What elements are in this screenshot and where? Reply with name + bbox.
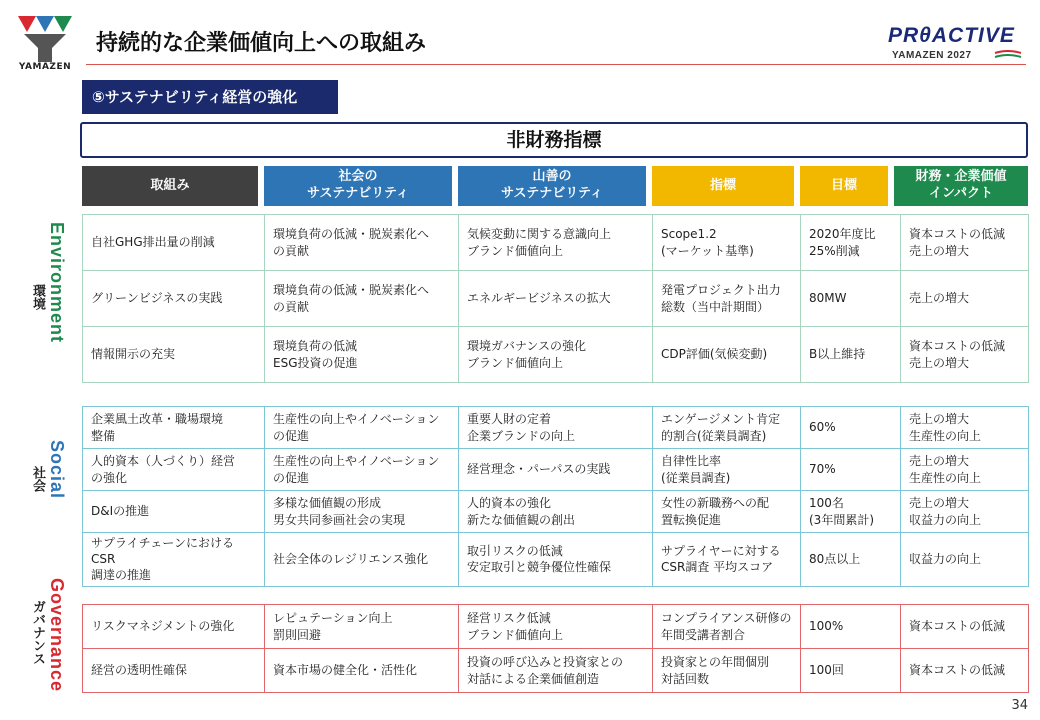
yamazen-sustainability-cell: 経営リスク低減 ブランド価値向上	[459, 605, 653, 649]
target-cell: B以上維持	[801, 327, 901, 383]
social-sustainability-cell: 多様な価値観の形成 男女共同参画社会の実現	[265, 491, 459, 533]
table-row	[83, 407, 1029, 449]
social-sustainability-cell: 環境負荷の低減 ESG投資の促進	[265, 327, 459, 383]
impact-cell: 資本コストの低減	[901, 605, 1029, 649]
table-row	[83, 533, 1029, 587]
initiative-cell: D&Iの推進	[83, 491, 265, 533]
initiative-cell: サプライチェーンにおけるCSR 調達の推進	[83, 533, 265, 587]
indicator-cell: コンプライアンス研修の 年間受講者割合	[653, 605, 801, 649]
target-cell: 100名 (3年間累計)	[801, 491, 901, 533]
initiative-cell: 人的資本（人づくり）経営 の強化	[83, 449, 265, 491]
yamazen-sustainability-cell: 投資の呼び込みと投資家との 対話による企業価値創造	[459, 649, 653, 693]
col-head-torikumi: 取組み	[82, 166, 258, 206]
social-sustainability-cell: 環境負荷の低減・脱炭素化へ の貢献	[265, 271, 459, 327]
social-jp-label: 社会	[30, 466, 45, 492]
title-divider	[86, 64, 1026, 65]
nonfinancial-header: 非財務指標	[80, 122, 1028, 158]
initiative-cell: 経営の透明性確保	[83, 649, 265, 693]
yamazen-sustainability-cell: 気候変動に関する意識向上 ブランド価値向上	[459, 215, 653, 271]
col-head-yamazen-sustainability: 山善の サステナビリティ	[458, 166, 646, 206]
page-title: 持続的な企業価値向上への取組み	[96, 31, 427, 56]
impact-cell: 資本コストの低減	[901, 649, 1029, 693]
page-number: 34	[1011, 698, 1028, 713]
yamazen-sustainability-cell: 取引リスクの低減 安定取引と競争優位性確保	[459, 533, 653, 587]
impact-cell: 資本コストの低減 売上の増大	[901, 327, 1029, 383]
initiative-cell: 情報開示の充実	[83, 327, 265, 383]
col-head-social-sustainability: 社会の サステナビリティ	[264, 166, 452, 206]
indicator-cell: 自律性比率 (従業員調査)	[653, 449, 801, 491]
indicator-cell: サプライヤーに対する CSR調査 平均スコア	[653, 533, 801, 587]
social-sustainability-cell: 生産性の向上やイノベーション の促進	[265, 407, 459, 449]
table-row	[83, 271, 1029, 327]
brand-main-text: PRθACTIVE	[888, 24, 1015, 47]
yamazen-sustainability-cell: 環境ガバナンスの強化 ブランド価値向上	[459, 327, 653, 383]
target-cell: 70%	[801, 449, 901, 491]
environment-table	[82, 214, 1029, 383]
yamazen-sustainability-cell: 重要人財の定着 企業ブランドの向上	[459, 407, 653, 449]
social-sustainability-cell: 社会全体のレジリエンス強化	[265, 533, 459, 587]
table-row	[83, 649, 1029, 693]
social-sustainability-cell: 環境負荷の低減・脱炭素化へ の貢献	[265, 215, 459, 271]
initiative-cell: グリーンビジネスの実践	[83, 271, 265, 327]
table-row	[83, 491, 1029, 533]
target-cell: 80MW	[801, 271, 901, 327]
initiative-cell: リスクマネジメントの強化	[83, 605, 265, 649]
table-row	[83, 449, 1029, 491]
col-head-indicator: 指標	[652, 166, 794, 206]
impact-cell: 売上の増大 生産性の向上	[901, 407, 1029, 449]
indicator-cell: Scope1.2 (マーケット基準)	[653, 215, 801, 271]
impact-cell: 売上の増大	[901, 271, 1029, 327]
indicator-cell: 投資家との年間個別 対話回数	[653, 649, 801, 693]
impact-cell: 売上の増大 収益力の向上	[901, 491, 1029, 533]
impact-cell: 資本コストの低減 売上の増大	[901, 215, 1029, 271]
governance-jp-label: ガバナンス	[30, 600, 45, 665]
target-cell: 80点以上	[801, 533, 901, 587]
indicator-cell: 発電プロジェクト出力 総数（当中計期間）	[653, 271, 801, 327]
section-label: ⑤サステナビリティ経営の強化	[82, 80, 338, 114]
table-row	[83, 215, 1029, 271]
governance-table	[82, 604, 1029, 693]
yamazen-sustainability-cell: 人的資本の強化 新たな価値観の創出	[459, 491, 653, 533]
social-table	[82, 406, 1029, 587]
target-cell: 2020年度比 25%削減	[801, 215, 901, 271]
environment-label: Environment	[47, 222, 67, 344]
brand-sub-text: YAMAZEN 2027	[892, 50, 972, 61]
social-sustainability-cell: 資本市場の健全化・活性化	[265, 649, 459, 693]
brand-stripes-icon	[993, 50, 1023, 60]
initiative-cell: 企業風土改革・職場環境 整備	[83, 407, 265, 449]
indicator-cell: 女性の新職務への配 置転換促進	[653, 491, 801, 533]
social-sustainability-cell: 生産性の向上やイノベーション の促進	[265, 449, 459, 491]
impact-cell: 売上の増大 生産性の向上	[901, 449, 1029, 491]
environment-jp-label: 環境	[30, 284, 45, 310]
yamazen-sustainability-cell: 経営理念・パーパスの実践	[459, 449, 653, 491]
col-head-target: 目標	[800, 166, 888, 206]
indicator-cell: エンゲージメント肯定 的割合(従業員調査)	[653, 407, 801, 449]
brand-logo	[880, 22, 1030, 62]
target-cell: 100%	[801, 605, 901, 649]
indicator-cell: CDP評価(気候変動)	[653, 327, 801, 383]
initiative-cell: 自社GHG排出量の削減	[83, 215, 265, 271]
yamazen-sustainability-cell: エネルギービジネスの拡大	[459, 271, 653, 327]
social-label: Social	[47, 440, 67, 500]
logo-text: YAMAZEN	[18, 62, 72, 72]
social-sustainability-cell: レピュテーション向上 罰則回避	[265, 605, 459, 649]
col-head-financial-impact: 財務・企業価値 インパクト	[894, 166, 1028, 206]
target-cell: 60%	[801, 407, 901, 449]
table-row	[83, 605, 1029, 649]
impact-cell: 収益力の向上	[901, 533, 1029, 587]
governance-label: Governance	[47, 578, 67, 693]
table-row	[83, 327, 1029, 383]
target-cell: 100回	[801, 649, 901, 693]
